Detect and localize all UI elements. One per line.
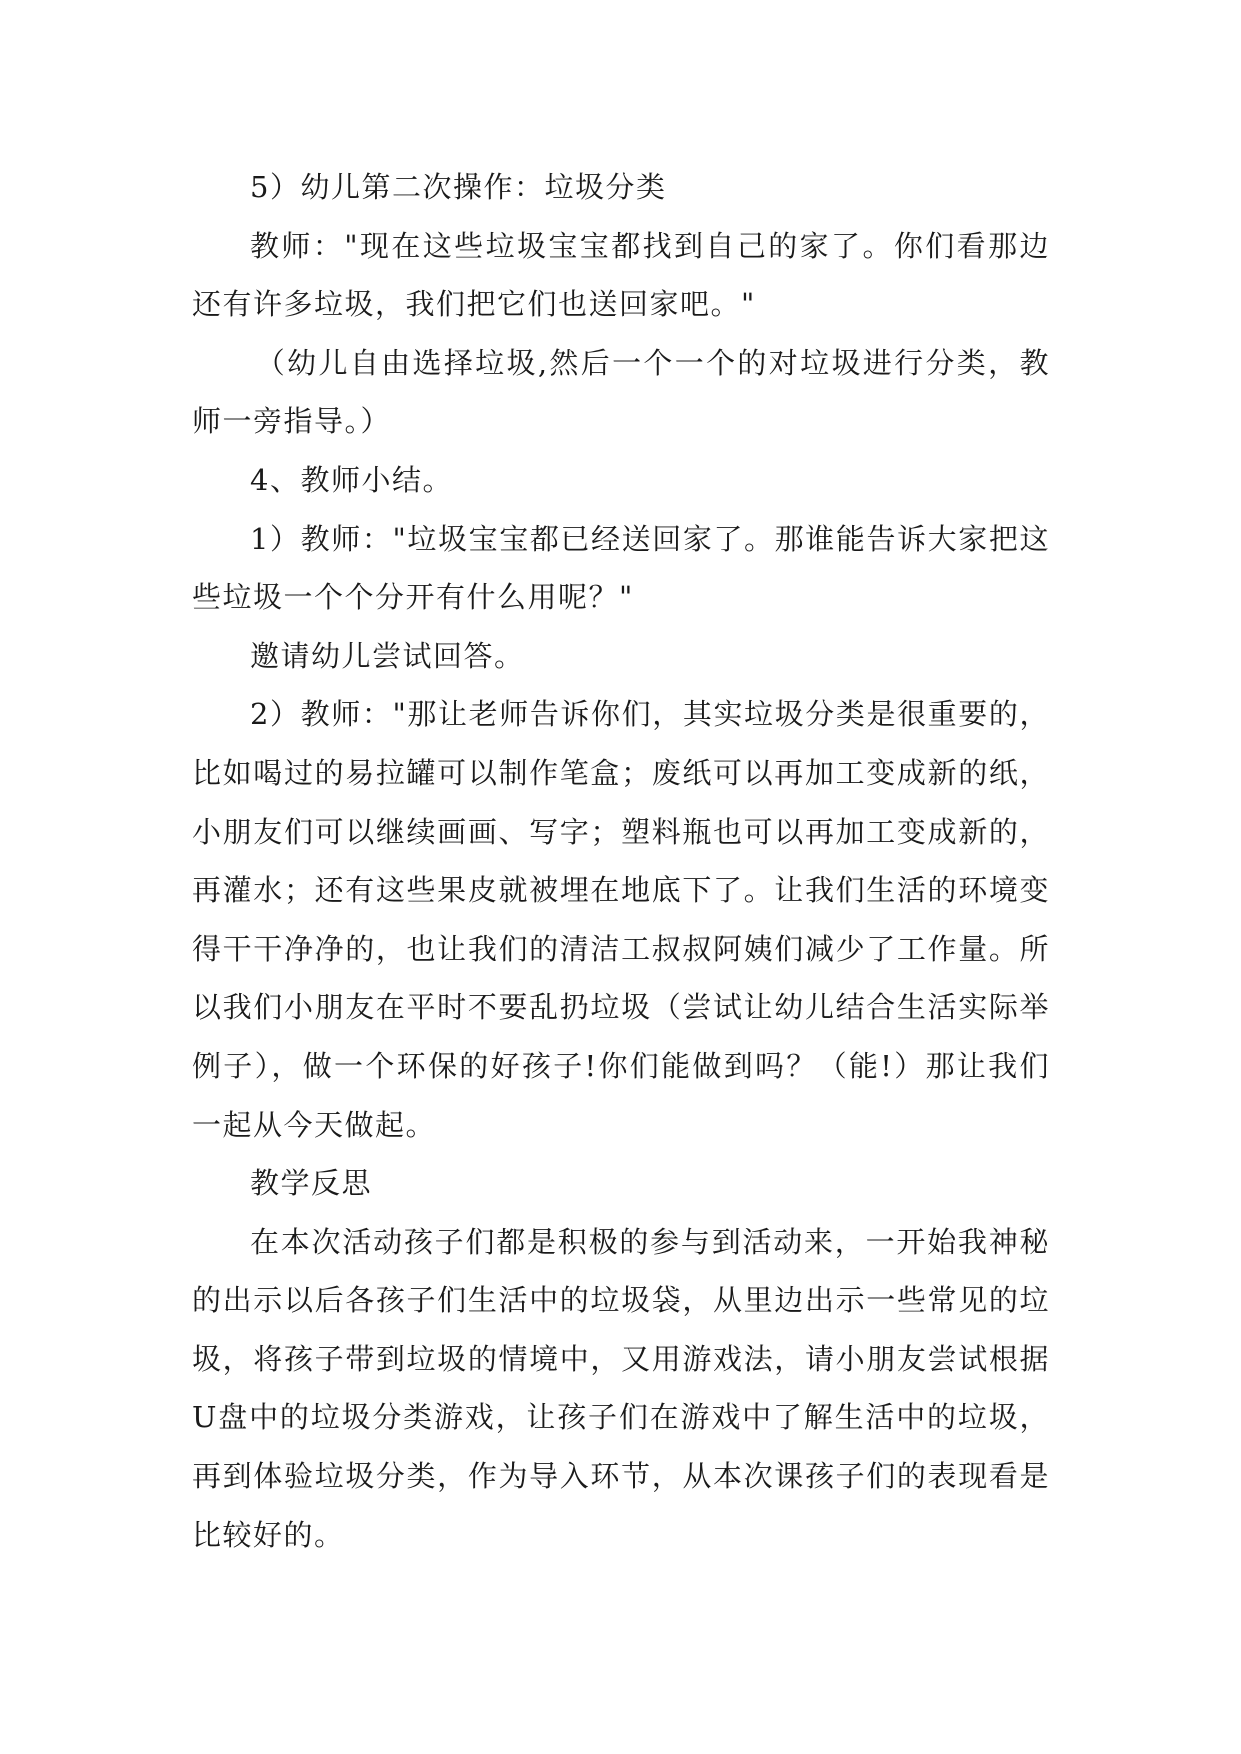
paragraph-teacher-instruction: 教师："现在这些垃圾宝宝都找到自己的家了。你们看那边还有许多垃圾，我们把它们也送回家吧。" [192,228,1050,322]
section-heading-teaching-reflection: 教学反思 [250,1166,373,1201]
paragraph-teacher-summary-heading: 4、教师小结。 [250,462,453,497]
paragraph-step5-heading: 5）幼儿第二次操作：垃圾分类 [250,170,667,204]
document-body [192,158,1050,1564]
paragraph-teacher-explanation: 2）教师："那让老师告诉你们，其实垃圾分类是很重要的，比如喝过的易拉罐可以制作笔盒；废纸可以再加工变成新的纸，小朋友们可以继续画画、写字；塑料瓶也可以再加工变成新的，再灌水；还有这些果皮就被埋在地底下了。让我们生活的环境变得干干净净的，也让我们的清洁工叔叔阿姨们减少了工作量。所以我们小朋友在平时不要乱扔垃圾（尝试让幼儿结合生活实际举例子），做一个环保的好孩子!你们能做到吗？（能!）那让我们一起从今天做起。 [192,697,1050,1142]
paragraph-children-activity: （幼儿自由选择垃圾,然后一个一个的对垃圾进行分类，教师一旁指导。） [192,345,1050,439]
paragraph-reflection-body: 在本次活动孩子们都是积极的参与到活动来，一开始我神秘的出示以后各孩子们生活中的垃圾袋，从里边出示一些常见的垃圾，将孩子带到垃圾的情境中，又用游戏法，请小朋友尝试根据U盘中的垃圾分类游戏，让孩子们在游戏中了解生活中的垃圾，再到体验垃圾分类，作为导入环节，从本次课孩子们的表现看是比较好的。 [192,1224,1050,1552]
paragraph-summary-question: 1）教师："垃圾宝宝都已经送回家了。那谁能告诉大家把这些垃圾一个个分开有什么用呢？" [192,521,1050,615]
paragraph-invite-answer: 邀请幼儿尝试回答。 [250,638,525,673]
